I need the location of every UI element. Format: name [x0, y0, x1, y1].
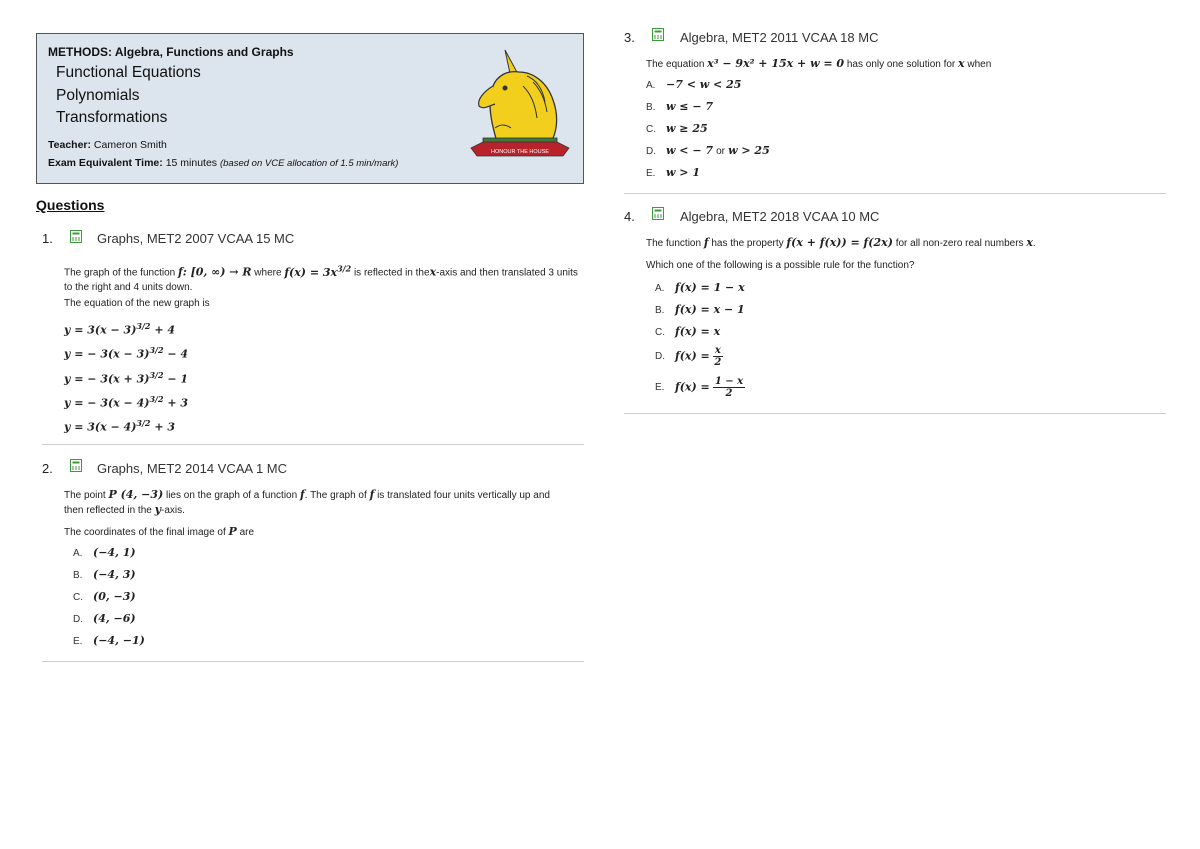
- time-label: Exam Equivalent Time:: [48, 157, 163, 169]
- calculator-icon: [652, 28, 664, 41]
- option-value: (4, −6): [93, 612, 136, 625]
- q3-option-e[interactable]: [646, 166, 700, 179]
- q4-text-d: .: [1032, 238, 1036, 249]
- q2-text-c: . The graph of: [304, 490, 367, 501]
- crest-motto: HONOUR THE HOUSE: [491, 149, 549, 155]
- q4-text-c: for all non-zero real numbers: [895, 238, 1024, 249]
- q1-option-2-tail: − 4: [167, 347, 189, 361]
- q3-var: x: [958, 57, 965, 70]
- q2-option-a[interactable]: [73, 546, 136, 559]
- time-note: (based on VCE allocation of 1.5 min/mark): [219, 158, 399, 169]
- q3-option-b[interactable]: [646, 100, 713, 113]
- option-label: E.: [73, 636, 83, 647]
- q1-option-3-tail: − 1: [167, 372, 189, 386]
- option-lhs: f(x) =: [675, 349, 710, 363]
- q2-var: y: [154, 503, 162, 516]
- q1-option-4-base: y = − 3(x − 4): [64, 396, 150, 410]
- q1-stem: [64, 261, 579, 295]
- fraction-denominator: 2: [714, 357, 722, 368]
- q3-text-c: when: [967, 59, 992, 70]
- q2-point: P (4, −3): [108, 488, 164, 501]
- option-or: or: [716, 146, 726, 157]
- q3-option-c[interactable]: [646, 122, 708, 135]
- q2-prompt: [64, 525, 254, 540]
- option-value: (−4, 3): [93, 568, 136, 581]
- option-label: D.: [655, 351, 665, 363]
- q4-number: 4.: [624, 209, 635, 224]
- q3-text-a: The equation: [646, 59, 705, 70]
- q2-text-b: lies on the graph of a function: [165, 490, 298, 501]
- q1-option-4-tail: + 3: [167, 396, 189, 410]
- q2-prompt-b: are: [239, 527, 255, 538]
- q3-title: Algebra, MET2 2011 VCAA 18 MC: [680, 30, 879, 45]
- topic-polynomials: Polynomials: [56, 87, 140, 104]
- q1-function-domain: f: [0, ∞) → R: [177, 265, 252, 279]
- q3-option-d[interactable]: [646, 144, 770, 157]
- topic-transformations: Transformations: [56, 109, 168, 126]
- q1-function-rule: [284, 263, 352, 279]
- q1-text-b: where: [254, 267, 282, 279]
- q4-option-b[interactable]: [655, 303, 745, 316]
- calculator-icon: [70, 230, 82, 243]
- divider: [42, 661, 584, 662]
- q1-option-5-exp: 3/2: [136, 418, 151, 428]
- q4-text-a: The function: [646, 238, 702, 249]
- q1-text-a: The graph of the function: [64, 267, 176, 279]
- time-line: [48, 157, 398, 169]
- q1-option-2-base: y = − 3(x − 3): [64, 347, 150, 361]
- option-label: C.: [655, 327, 665, 338]
- q1-number: 1.: [42, 231, 53, 246]
- q4-option-c[interactable]: [655, 325, 720, 338]
- option-value: (0, −3): [93, 590, 136, 603]
- divider: [624, 193, 1166, 194]
- q1-rule-exponent: 3/2: [337, 263, 352, 273]
- q4-option-a[interactable]: [655, 281, 745, 294]
- q4-stem: [646, 236, 1036, 251]
- header-box: [36, 33, 584, 184]
- teacher-line: [48, 139, 167, 151]
- course-title: METHODS: Algebra, Functions and Graphs: [48, 45, 294, 59]
- calculator-icon: [70, 459, 82, 472]
- option-label: D.: [646, 146, 656, 157]
- q4-var: x: [1026, 236, 1033, 249]
- fraction: [713, 345, 723, 368]
- q1-option-5[interactable]: [64, 418, 175, 434]
- q1-option-1[interactable]: [64, 321, 175, 337]
- q4-f: f: [703, 236, 709, 249]
- q1-option-3-base: y = − 3(x + 3): [64, 372, 150, 386]
- q4-text-b: has the property: [711, 238, 784, 249]
- q2-option-e[interactable]: [73, 634, 145, 647]
- q2-f-2: f: [369, 488, 375, 501]
- fraction-denominator: 2: [725, 388, 733, 399]
- option-label: A.: [646, 80, 656, 91]
- q2-f: f: [299, 488, 305, 501]
- option-value: f(x) = 1 − x: [675, 281, 745, 294]
- option-value: w ≤ − 7: [666, 100, 714, 113]
- q1-option-1-exp: 3/2: [136, 321, 151, 331]
- q1-rule-base: f(x) = 3x: [284, 265, 338, 279]
- option-value: f(x) = x − 1: [675, 303, 745, 316]
- time-value: 15 minutes: [165, 157, 218, 169]
- q2-stem: [64, 488, 564, 518]
- calculator-icon: [652, 207, 664, 220]
- questions-heading: Questions: [36, 197, 105, 213]
- q3-text-b: has only one solution for: [846, 59, 956, 70]
- q2-text-d: is translated four units vertically up and then reflected in the: [64, 490, 550, 516]
- q1-option-3[interactable]: [64, 370, 188, 386]
- teacher-name: Cameron Smith: [93, 139, 167, 151]
- option-label: E.: [646, 168, 656, 179]
- q3-option-a[interactable]: [646, 78, 741, 91]
- q2-title: Graphs, MET2 2014 VCAA 1 MC: [97, 461, 288, 476]
- option-value: −7 < w < 25: [666, 78, 742, 91]
- option-label: B.: [73, 570, 83, 581]
- q4-property: f(x + f(x)) = f(2x): [786, 236, 893, 249]
- option-lhs: f(x) =: [675, 380, 710, 394]
- q3-number: 3.: [624, 30, 635, 45]
- q4-option-d[interactable]: [655, 345, 723, 368]
- q4-option-e[interactable]: [655, 376, 745, 399]
- option-value: (−4, −1): [93, 634, 145, 647]
- q2-text-a: The point: [64, 490, 106, 501]
- option-value: w ≥ 25: [666, 122, 708, 135]
- option-label: D.: [73, 614, 83, 625]
- fraction-numerator: 1 − x: [714, 376, 744, 387]
- unicorn-crest-logo: [467, 42, 573, 160]
- option-label: A.: [655, 283, 665, 294]
- q1-option-4-exp: 3/2: [149, 394, 164, 404]
- q1-option-3-exp: 3/2: [149, 370, 164, 380]
- q2-text-e: -axis.: [161, 505, 185, 516]
- q1-option-5-tail: + 3: [154, 420, 176, 434]
- divider: [42, 444, 584, 445]
- divider: [624, 413, 1166, 414]
- q3-equation: x³ − 9x² + 15x + w = 0: [707, 57, 845, 70]
- q2-option-b[interactable]: [73, 568, 136, 581]
- q3-stem: [646, 57, 991, 72]
- q1-option-1-tail: + 4: [154, 323, 176, 337]
- q1-option-2[interactable]: [64, 345, 188, 361]
- q4-prompt: Which one of the following is a possible rule for the function?: [646, 260, 915, 271]
- q1-option-2-exp: 3/2: [149, 345, 164, 355]
- option-value-a: w < − 7: [666, 144, 714, 157]
- fraction-numerator: x: [714, 345, 721, 356]
- q2-prompt-a: The coordinates of the final image of: [64, 527, 226, 538]
- q1-text-d: -axis and then translated 3 units to the right and 4 units down.: [64, 267, 578, 293]
- q1-var: x: [429, 265, 437, 279]
- q1-option-4[interactable]: [64, 394, 188, 410]
- q2-prompt-p: P: [228, 525, 237, 538]
- q2-option-d[interactable]: [73, 612, 136, 625]
- option-value: f(x) = x: [675, 325, 721, 338]
- option-label: C.: [646, 124, 656, 135]
- option-label: C.: [73, 592, 83, 603]
- option-value-b: w > 25: [728, 144, 770, 157]
- option-value: w > 1: [666, 166, 700, 179]
- q1-title: Graphs, MET2 2007 VCAA 15 MC: [97, 231, 295, 246]
- option-label: E.: [655, 382, 665, 394]
- q2-number: 2.: [42, 461, 53, 476]
- q1-option-1-base: y = 3(x − 3): [64, 323, 137, 337]
- option-label: A.: [73, 548, 83, 559]
- option-value: (−4, 1): [93, 546, 136, 559]
- topic-functional-equations: Functional Equations: [56, 64, 201, 81]
- q2-option-c[interactable]: [73, 590, 136, 603]
- teacher-label: Teacher:: [48, 139, 91, 151]
- option-label: B.: [646, 102, 656, 113]
- q1-prompt: The equation of the new graph is: [64, 298, 210, 309]
- fraction: [713, 376, 745, 399]
- q1-text-c: is reflected in the: [353, 267, 430, 279]
- q1-option-5-base: y = 3(x − 4): [64, 420, 137, 434]
- option-label: B.: [655, 305, 665, 316]
- q4-title: Algebra, MET2 2018 VCAA 10 MC: [680, 209, 880, 224]
